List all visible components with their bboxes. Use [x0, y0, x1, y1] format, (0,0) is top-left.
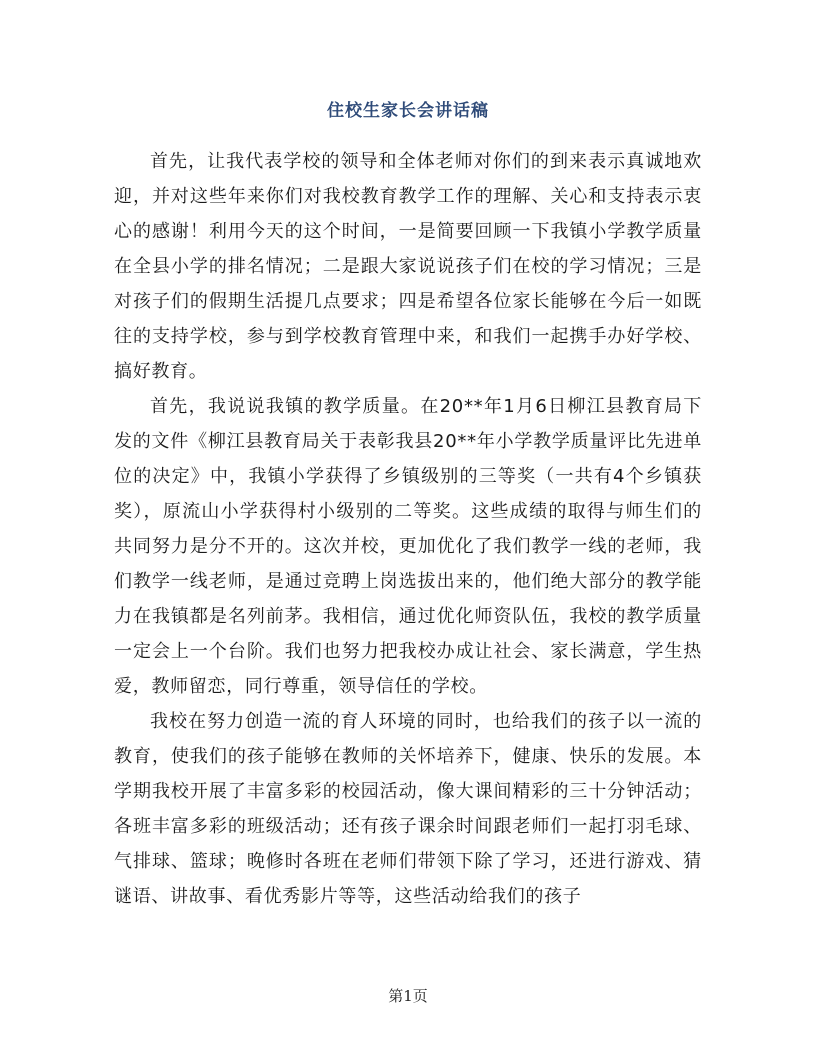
page-number: 第1页 — [388, 987, 428, 1005]
paragraph-teaching-quality: 首先，我说说我镇的教学质量。在20**年1月6日柳江县教育局下发的文件《柳江县教育局关于表彰我县20**年小学教学质量评比先进单位的决定》中，我镇小学获得了乡镇级别的三等奖（一共有4个乡镇获奖），原流山小学获得村小级别的二等奖。这些成绩的取得与师生们的共同努力是分不开的。这次并校，更加优化了我们教学一线的老师，我们教学一线老师，是通过竞聘上岗选拔出来的，他们绝大部分的教学能力在我镇都是名列前茅。我相信，通过优化师资队伍，我校的教学质量一定会上一个台阶。我们也努力把我校办成让社会、家长满意，学生热爱，教师留恋，同行尊重，领导信任的学校。 — [114, 396, 702, 697]
paragraph-welcome: 首先，让我代表学校的领导和全体老师对你们的到来表示真诚地欢迎，并对这些年来你们对我校教育教学工作的理解、关心和支持表示衷心的感谢！利用今天的这个时间，一是简要回顾一下我镇小学教学质量在全县小学的排名情况；二是跟大家说说孩子们在校的学习情况；三是对孩子们的假期生活提几点要求；四是希望各位家长能够在今后一如既往的支持学校，参与到学校教育管理中来，和我们一起携手办好学校、搞好教育。 — [114, 151, 702, 382]
document-body — [114, 144, 702, 914]
paragraph-school-activities: 我校在努力创造一流的育人环境的同时，也给我们的孩子以一流的教育，使我们的孩子能够在教师的关怀培养下，健康、快乐的发展。本学期我校开展了丰富多彩的校园活动，像大课间精彩的三十分钟活动；各班丰富多彩的班级活动；还有孩子课余时间跟老师们一起打羽毛球、气排球、篮球；晚修时各班在老师们带领下除了学习，还进行游戏、猜谜语、讲故事、看优秀影片等等，这些活动给我们的孩子 — [114, 711, 702, 907]
document-title: 住校生家长会讲话稿 — [327, 101, 489, 121]
